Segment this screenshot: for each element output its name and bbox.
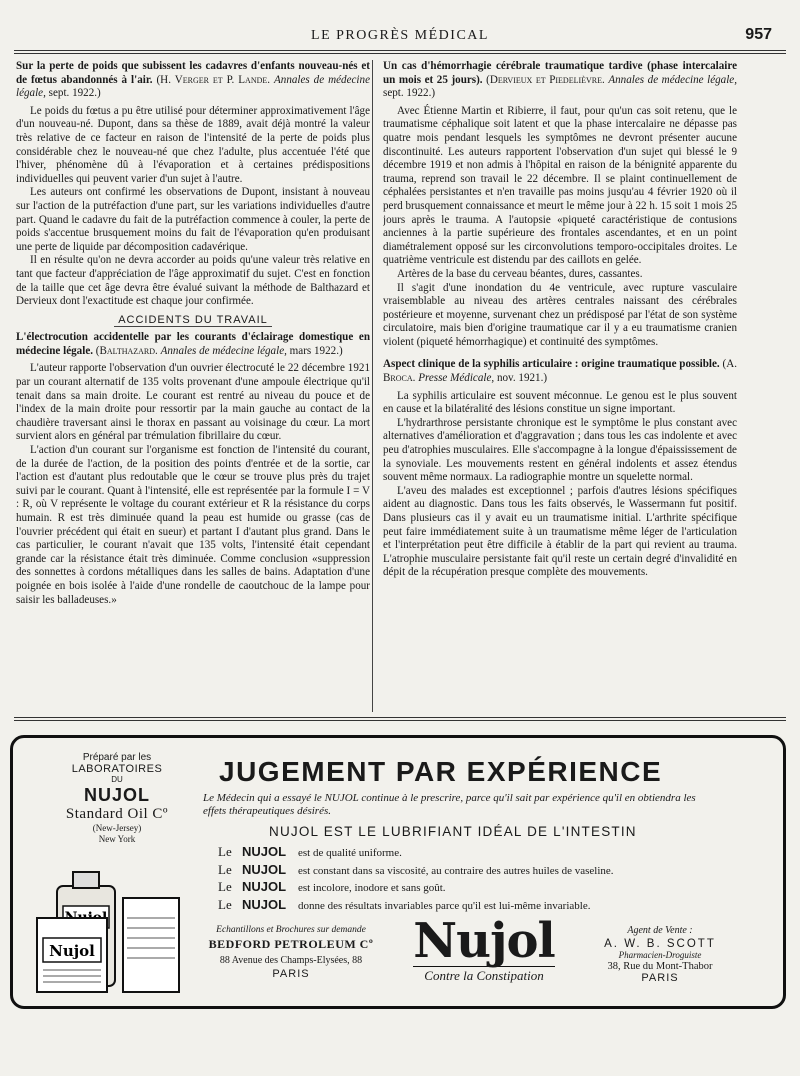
header-rule — [14, 50, 786, 51]
article-1-paragraph: Il en résulte qu'on ne devra accorder au poids qu'une valeur très relative en tant que facteur d'appréciation de l'âge approximatif du sujet. C'est en fonction de la taille que cet âge devra être évalué suivant la méthode de Balthazard et Dervieux dont l'exactitude est chaque jour confirmée. — [16, 254, 370, 308]
article-1-journal: Annales de médecine légale, — [16, 73, 370, 100]
section-heading: ACCIDENTS DU TRAVAIL — [16, 314, 370, 328]
article-4-date: nov. 1921.) — [496, 372, 548, 385]
article-3-title: Un cas d'hémorrhagie cérébrale traumatique tardive (phase intercalaire un mois et 25 jours). (Dervieux et Piedelièvre. Annales de médecine légale, sept. 1922.) — [383, 60, 737, 100]
nujol-advertisement — [10, 735, 786, 1009]
right-column — [383, 60, 737, 710]
claim-row: Le NUJOL est constant dans sa viscosité, au contraire des autres huiles de vaseline. — [218, 861, 614, 877]
article-2-date: mars 1922.) — [289, 344, 343, 357]
article-2-journal: Annales de médecine légale, — [160, 344, 287, 357]
article-4-journal: Presse Médicale, — [418, 372, 495, 385]
article-1-authors: (H. Verger et P. Lande. — [156, 73, 271, 86]
footer-rule — [14, 717, 786, 718]
ad-brand: NUJOL — [83, 785, 150, 805]
ad-claims — [218, 844, 614, 914]
logo-tagline: Contre la Constipation — [413, 966, 555, 984]
footer-rule-2 — [14, 720, 786, 721]
article-3-paragraph: Avec Étienne Martin et Ribierre, il faut, pour qu'un cas soit retenu, que le traumatisme céphalique soit latent et que la phase intercalaire ne dépasse pas quatre mois pendant lesquels les symptômes ne devront présenter aucune discontinuité. Les auteurs rapportent l'observation d'un sujet qui blessé le 9 décembre 1919 et non admis à l'hôpital en raison de la bénignité apparente du trauma, reprend son travail le 22 décembre. Il se plaint continuellement de céphalées persistantes et n'en travaille pas moins jusqu'au 4 février 1920 où il perd brusquement connaissance et meurt le même jour à 22 h. 15 soit 1 mois 25 jours après le trauma. A l'autopsie «piqueté caractéristique de contusions anciennes à la partie supérieure des frontales ascendantes, et en un point diamétralement opposé sur les circonvolutions temporo-occipitales droites. Le quatrième ventricule est distendu par des caillots en gelée. — [383, 104, 737, 267]
article-3-journal: Annales de médecine légale, — [608, 73, 737, 86]
article-1-title: Sur la perte de poids que subissent les cadavres d'enfants nouveau-nés et de fœtus abandonnés à l'air. (H. Verger et P. Lande. Annales de médecine légale, sept. 1922.) — [16, 60, 370, 100]
article-1-paragraph: Le poids du fœtus a pu être utilisé pour déterminer approximativement l'âge d'un nouveau-né. Dupont, dans sa thèse de 1889, avait déjà montré la valeur très relative de ce facteur en raison de l'intensité de la perte de poids plus considérable chez le nouveau-né que chez l'adulte, plus accentuée l'été que l'hiver, phénomène dû à l'évaporation et à certaines prédispositions individuelles qui peuvent varier d'un sujet à l'autre. — [16, 104, 370, 185]
ad-headline: JUGEMENT PAR EXPÉRIENCE — [219, 756, 663, 787]
article-3-paragraph: Artères de la base du cerveau béantes, dures, cassantes. — [397, 267, 643, 280]
ad-slogan: NUJOL EST LE LUBRIFIANT IDÉAL DE L'INTESTIN — [269, 824, 637, 839]
ad-intro: Le Médecin qui a essayé le NUJOL continue à le prescrire, parce qu'il sait par expérience qu'il en obtiendra les effets thérapeutiques désirés. — [203, 792, 696, 817]
article-4-paragraph: L'hydrarthrose persistante chronique est le symptôme le plus constant avec alternatives d'amélioration et d'aggravation ; dans tous les cas indolente et avec peu d'atrophies musculaires. Elle s'accompagne à la longue d'épaississement de la synoviale. Les mouvements restent en général indolents et assez étendus souvent même normaux. La radiographie montre un squelette normal. — [383, 416, 737, 484]
article-3-date: sept. 1922.) — [383, 87, 436, 100]
header-rule-2 — [14, 53, 786, 54]
nujol-bottles-illustration — [27, 848, 187, 998]
article-4-title: Aspect clinique de la syphilis articulaire : origine traumatique possible. (A. Broca. Presse Médicale, nov. 1921.) — [383, 358, 737, 385]
article-3-paragraph: Il s'agit d'une inondation du 4e ventricule, avec rupture vasculaire vraisemblable au niveau des artères centrales naissant des cérébrales postérieure et moyenne, survenant chez un prédisposé par l'état de son système circulatoire, mais bien d'origine traumatique car il y a eu traumatisme cranien violent (piqueté hémorrhagique) et continuité des symptômes. — [383, 281, 737, 348]
claim-row: Le NUJOL est de qualité uniforme. — [218, 844, 402, 859]
ad-agent-block: Agent de Vente : A. W. B. SCOTT Pharmacien-Droguiste 38, Rue du Mont-Thabor PARIS — [604, 925, 716, 984]
article-2-title: L'électrocution accidentelle par les courants d'éclairage domestique en médecine légale. (Balthazard. Annales de médecine légale, mars 1922.) — [16, 331, 370, 357]
box-label: Nujol — [49, 942, 95, 960]
ad-samples-block: Echantillons et Brochures sur demande BEDFORD PETROLEUM Cº 88 Avenue des Champs-Elysées, 88 PARIS — [208, 925, 374, 980]
article-1-date: sept. 1922.) — [48, 87, 101, 100]
article-2-paragraph: L'action d'un courant sur l'organisme est fonction de l'intensité du courant, de la durée de l'action, de la position des points d'entrée et de la sortie, car l'action est d'autant plus redoutable que le cœur se trouve plus près du trajet suivi par le courant. Quant à l'intensité, elle est représentée par la formule I = V : R, où V représente le voltage du courant extérieur et R la résistance du corps humain. R est très diminuée quand la peau est humide ou grasse (cas de l'ouvrier précédent qui était en sueur) et partant I d'autant plus grand. Dans le cas particulier, le courant n'avait que 135 volts, l'intensité était cependant grande car la résistance était très diminuée. Comme conclusion «suppression des sonnettes à cordons métalliques dans les salles de bains. Adaptation d'une poignée en bois isolée à l'aide d'une rondelle de caoutchouc de la lampe pour saisir les balladeuses.» — [16, 444, 370, 606]
column-divider — [372, 60, 373, 712]
claim-row: Le NUJOL est incolore, inodore et sans goût. — [218, 879, 446, 894]
left-column — [16, 60, 370, 710]
page-number: 957 — [745, 26, 772, 43]
claim-row: Le NUJOL donne des résultats invariables parce qu'il est lui-même invariable. — [218, 896, 591, 912]
article-2-paragraph: L'auteur rapporte l'observation d'un ouvrier électrocuté le 22 décembre 1921 par un courant alternatif de 135 volts provenant d'une ampoule électrique qu'il tenait dans sa main droite. Le courant est rentré au niveau du pouce et de l'index de la main droite pour ressortir par la main gauche au contact de la chaudière traversant ainsi le thorax en passant au voisinage du cœur. La mort survient alors en général par trémulation fibrillaire du cœur. — [16, 362, 370, 443]
article-4-paragraph: L'aveu des malades est exceptionnel ; parfois d'autres lésions spécifiques aident au diagnostic. Dans tous les faits observés, le Wassermann fut positif. Dans plusieurs cas il y avait eu un traumatisme initial. L'arthrite spécifique peut faire immédiatement suite à un traumatisme même léger de l'articulation et l'interprétation peut être difficile à établir de la part qui revient au trauma. L'atrophie musculaire persistante fait qu'il reste un certain degré d'invalidité en dépit de la récupération presque complète des mouvements. — [383, 484, 737, 579]
article-4-paragraph: La syphilis articulaire est souvent méconnue. Le genou est le plus souvent en cause et la bilatéralité des lésions constitue un signe important. — [383, 389, 737, 416]
ad-laboratory-block: Préparé par les LABORATOIRES DU NUJOL Standard Oil Cº (New-Jersey) New York — [27, 752, 207, 845]
article-1-paragraph: Les auteurs ont confirmé les observations de Dupont, insistant à nouveau sur l'action de la putréfaction d'une part, sur les variations individuelles d'autre part. Quand le cadavre du fait de la putréfaction commence à couler, la perte de poids s'accentue brusquement moins du fait de l'évaporation qu'en produisant une perte de liquide par décomposition cadavérique. — [16, 186, 370, 253]
article-4-authors: (A. Broca. — [383, 358, 737, 385]
ad-company: Standard Oil Cº — [65, 806, 169, 822]
journal-title: LE PROGRÈS MÉDICAL — [311, 28, 489, 43]
article-2-authors: (Balthazard. — [95, 344, 158, 357]
page-header — [20, 26, 780, 48]
article-3-authors: (Dervieux et Piedelièvre. — [486, 73, 605, 86]
nujol-logo: Nujol Contre la Constipation — [413, 913, 555, 983]
